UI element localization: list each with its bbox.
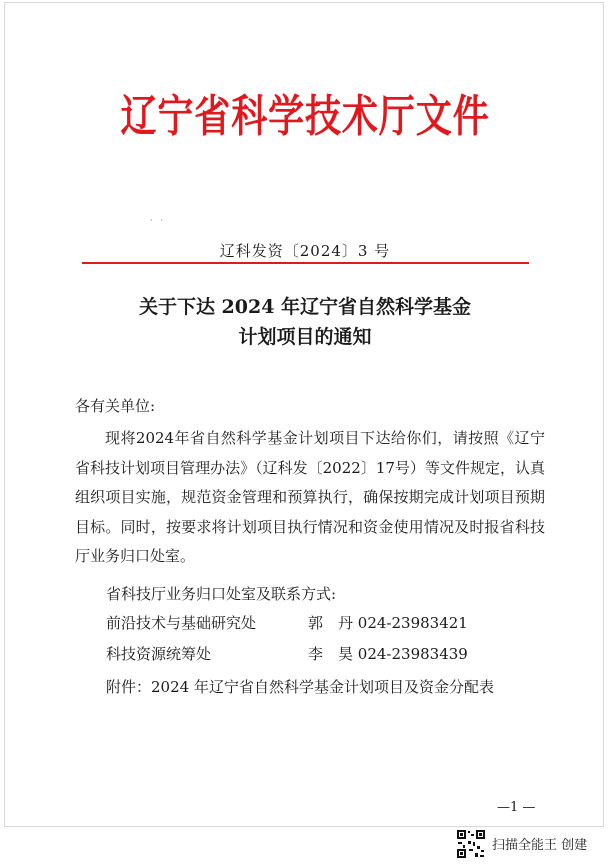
page-number: —1 — bbox=[497, 800, 536, 815]
contact-department: 前沿技术与基础研究处 bbox=[106, 614, 257, 632]
salutation: 各有关单位: bbox=[75, 397, 156, 415]
contact-person: 李 昊 bbox=[308, 645, 354, 663]
scanner-watermark: 扫描全能王 创建 bbox=[492, 838, 588, 853]
contact-row bbox=[106, 612, 468, 633]
scan-specks: · · bbox=[150, 216, 164, 225]
red-header-rule bbox=[82, 262, 529, 264]
notice-title-line2: 计划项目的通知 bbox=[238, 326, 372, 348]
qr-code-icon bbox=[456, 829, 486, 859]
contact-phone: 024-23983439 bbox=[357, 645, 468, 663]
notice-title-line1: 关于下达 2024 年辽宁省自然科学基金 bbox=[138, 296, 472, 318]
document-number: 辽科发资〔2024〕3 号 bbox=[219, 242, 391, 260]
attachment-line: 附件：2024 年辽宁省自然科学基金计划项目及资金分配表 bbox=[106, 678, 494, 696]
contact-row bbox=[106, 643, 468, 664]
notice-title bbox=[0, 292, 610, 352]
document-header-title: 辽宁省科学技术厅文件 bbox=[120, 91, 490, 142]
contact-person: 郭 丹 bbox=[308, 614, 354, 632]
contact-department: 科技资源统筹处 bbox=[106, 645, 212, 663]
contact-heading: 省科技厅业务归口处室及联系方式: bbox=[106, 585, 337, 603]
body-paragraph: 现将2024年省自然科学基金计划项目下达给你们，请按照《辽宁省科技计划项目管理办法》（辽科发〔2022〕17号）等文件规定，认真组织项目实施，规范资金管理和预算执行，确保按期完成计划项目预期目标。同时，按要求将计划项目执行情况和资金使用情况及时报省科技厅业务归口处室。 bbox=[75, 429, 545, 565]
contact-phone: 024-23983421 bbox=[357, 614, 468, 632]
